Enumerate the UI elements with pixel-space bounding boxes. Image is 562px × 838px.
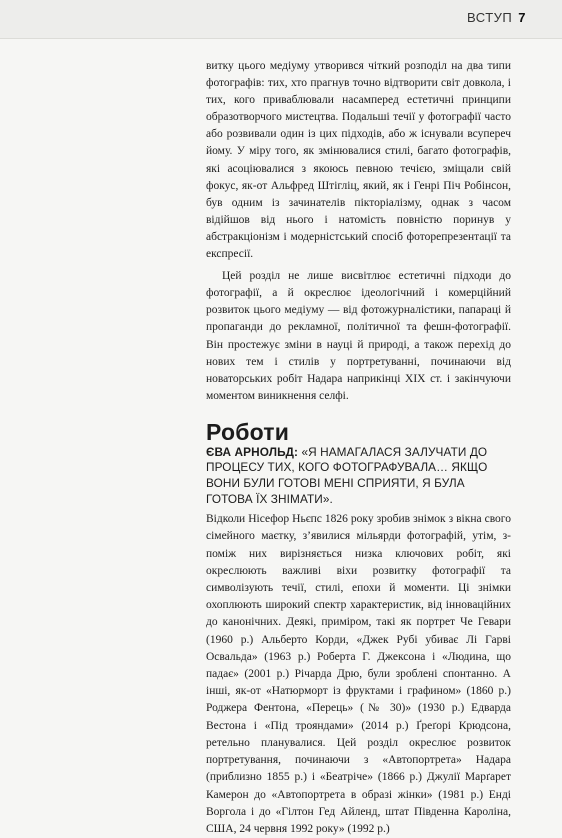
intro-paragraph-2: Цей розділ не лише висвітлює естетичні підходи до фотографії, а й окреслює ідеологічний і комерційний розвиток цього медіуму — від фотожурналістики, папараці й пропаганди до рекламної, політичної та фешн-фотографії. Він простежує зміни в науці й природі, а також перехід до нових тем і стилів у портретуванні, починаючи від новаторських робіт Надара наприкінці XIX ст. і закінчуючи моментом виникнення селфі. (206, 270, 511, 402)
text-column (206, 58, 511, 838)
quote-author: ЄВА АРНОЛЬД: (206, 444, 299, 459)
works-paragraph: Відколи Нісефор Ньєпс 1826 року зробив знімок з вікна свого сімейного маєтку, з’явилися мільярди фотографій, утім, з-поміж них вирізняється низка ключових робіт, які окреслюють важливі віхи розвитку фотографії та символізують течії, стилі, епохи й моменти. Ці знімки охоплюють широкий спектр характеристик, від інноваційних до канонічних. Деякі, приміром, такі як портрет Че Гевари (1960 р.) Альберто Корди, «Джек Рубі убиває Лі Гарві Освальда» (1963 р.) Роберта Г. Джексона і «Людина, що падає» (2001 р.) Річарда Дрю, були зроблені спонтанно. А інші, як-от «Натюрморт із фруктами і графином» (1860 р.) Роджера Фентона, «Перець» (№ 30)» (1930 р.) Едварда Вестона і «Під трояндами» (2014 р.) Ґреґорі Крюдсона, ретельно планувалися. Цей розділ окреслює розвиток портретування, починаючи з «Автопортрета» Надара (приблизно 1855 р.) і «Беатріче» (1866 р.) Джулії Марґарет Камерон до «Автопортрета в образі жінки» (1981 р.) Енді Воргола і до «Гілтон Гед Айленд, штат Південна Кароліна, США, 24 червня 1992 року» (1992 р.) (206, 513, 511, 835)
page-header (0, 0, 562, 39)
running-head (467, 10, 526, 25)
page-number: 7 (518, 10, 526, 25)
section-name: ВСТУП (467, 10, 513, 25)
pull-quote (206, 445, 511, 507)
works-heading: Роботи (206, 418, 290, 445)
quote-text: «Я НАМАГАЛАСЯ ЗАЛУЧАТИ ДО ПРОЦЕСУ ТИХ, КОГО ФОТОГРАФУВАЛА… ЯКЩО ВОНИ БУЛИ ГОТОВІ МЕНІ СПРИЯТИ, Я БУЛА ГОТОВА ЇХ ЗНІМАТИ». (206, 444, 488, 506)
intro-paragraph-1: витку цього медіуму утворився чіткий розподіл на два типи фотографів: тих, хто прагнув точно відтворити світ довкола, і тих, кого приваблювали насамперед естетичні принципи образотворчого мистецтва. Подальші течії у фотографії часто або розвивали один із цих підходів, або ж існували всупереч йому. У міру того, як змінювалися стилі, багато фотографів, які асоціювалися з якоюсь певною течією, зміщали свій фокус, як-от Альфред Штігліц, який, як і Генрі Піч Робінсон, був одним із зачинателів пікторіалізму, однак з часом відійшов від нього і натомість повністю поринув у абстракціонізм і модерністський спосіб фоторепрезентації та експресії. (206, 60, 511, 261)
